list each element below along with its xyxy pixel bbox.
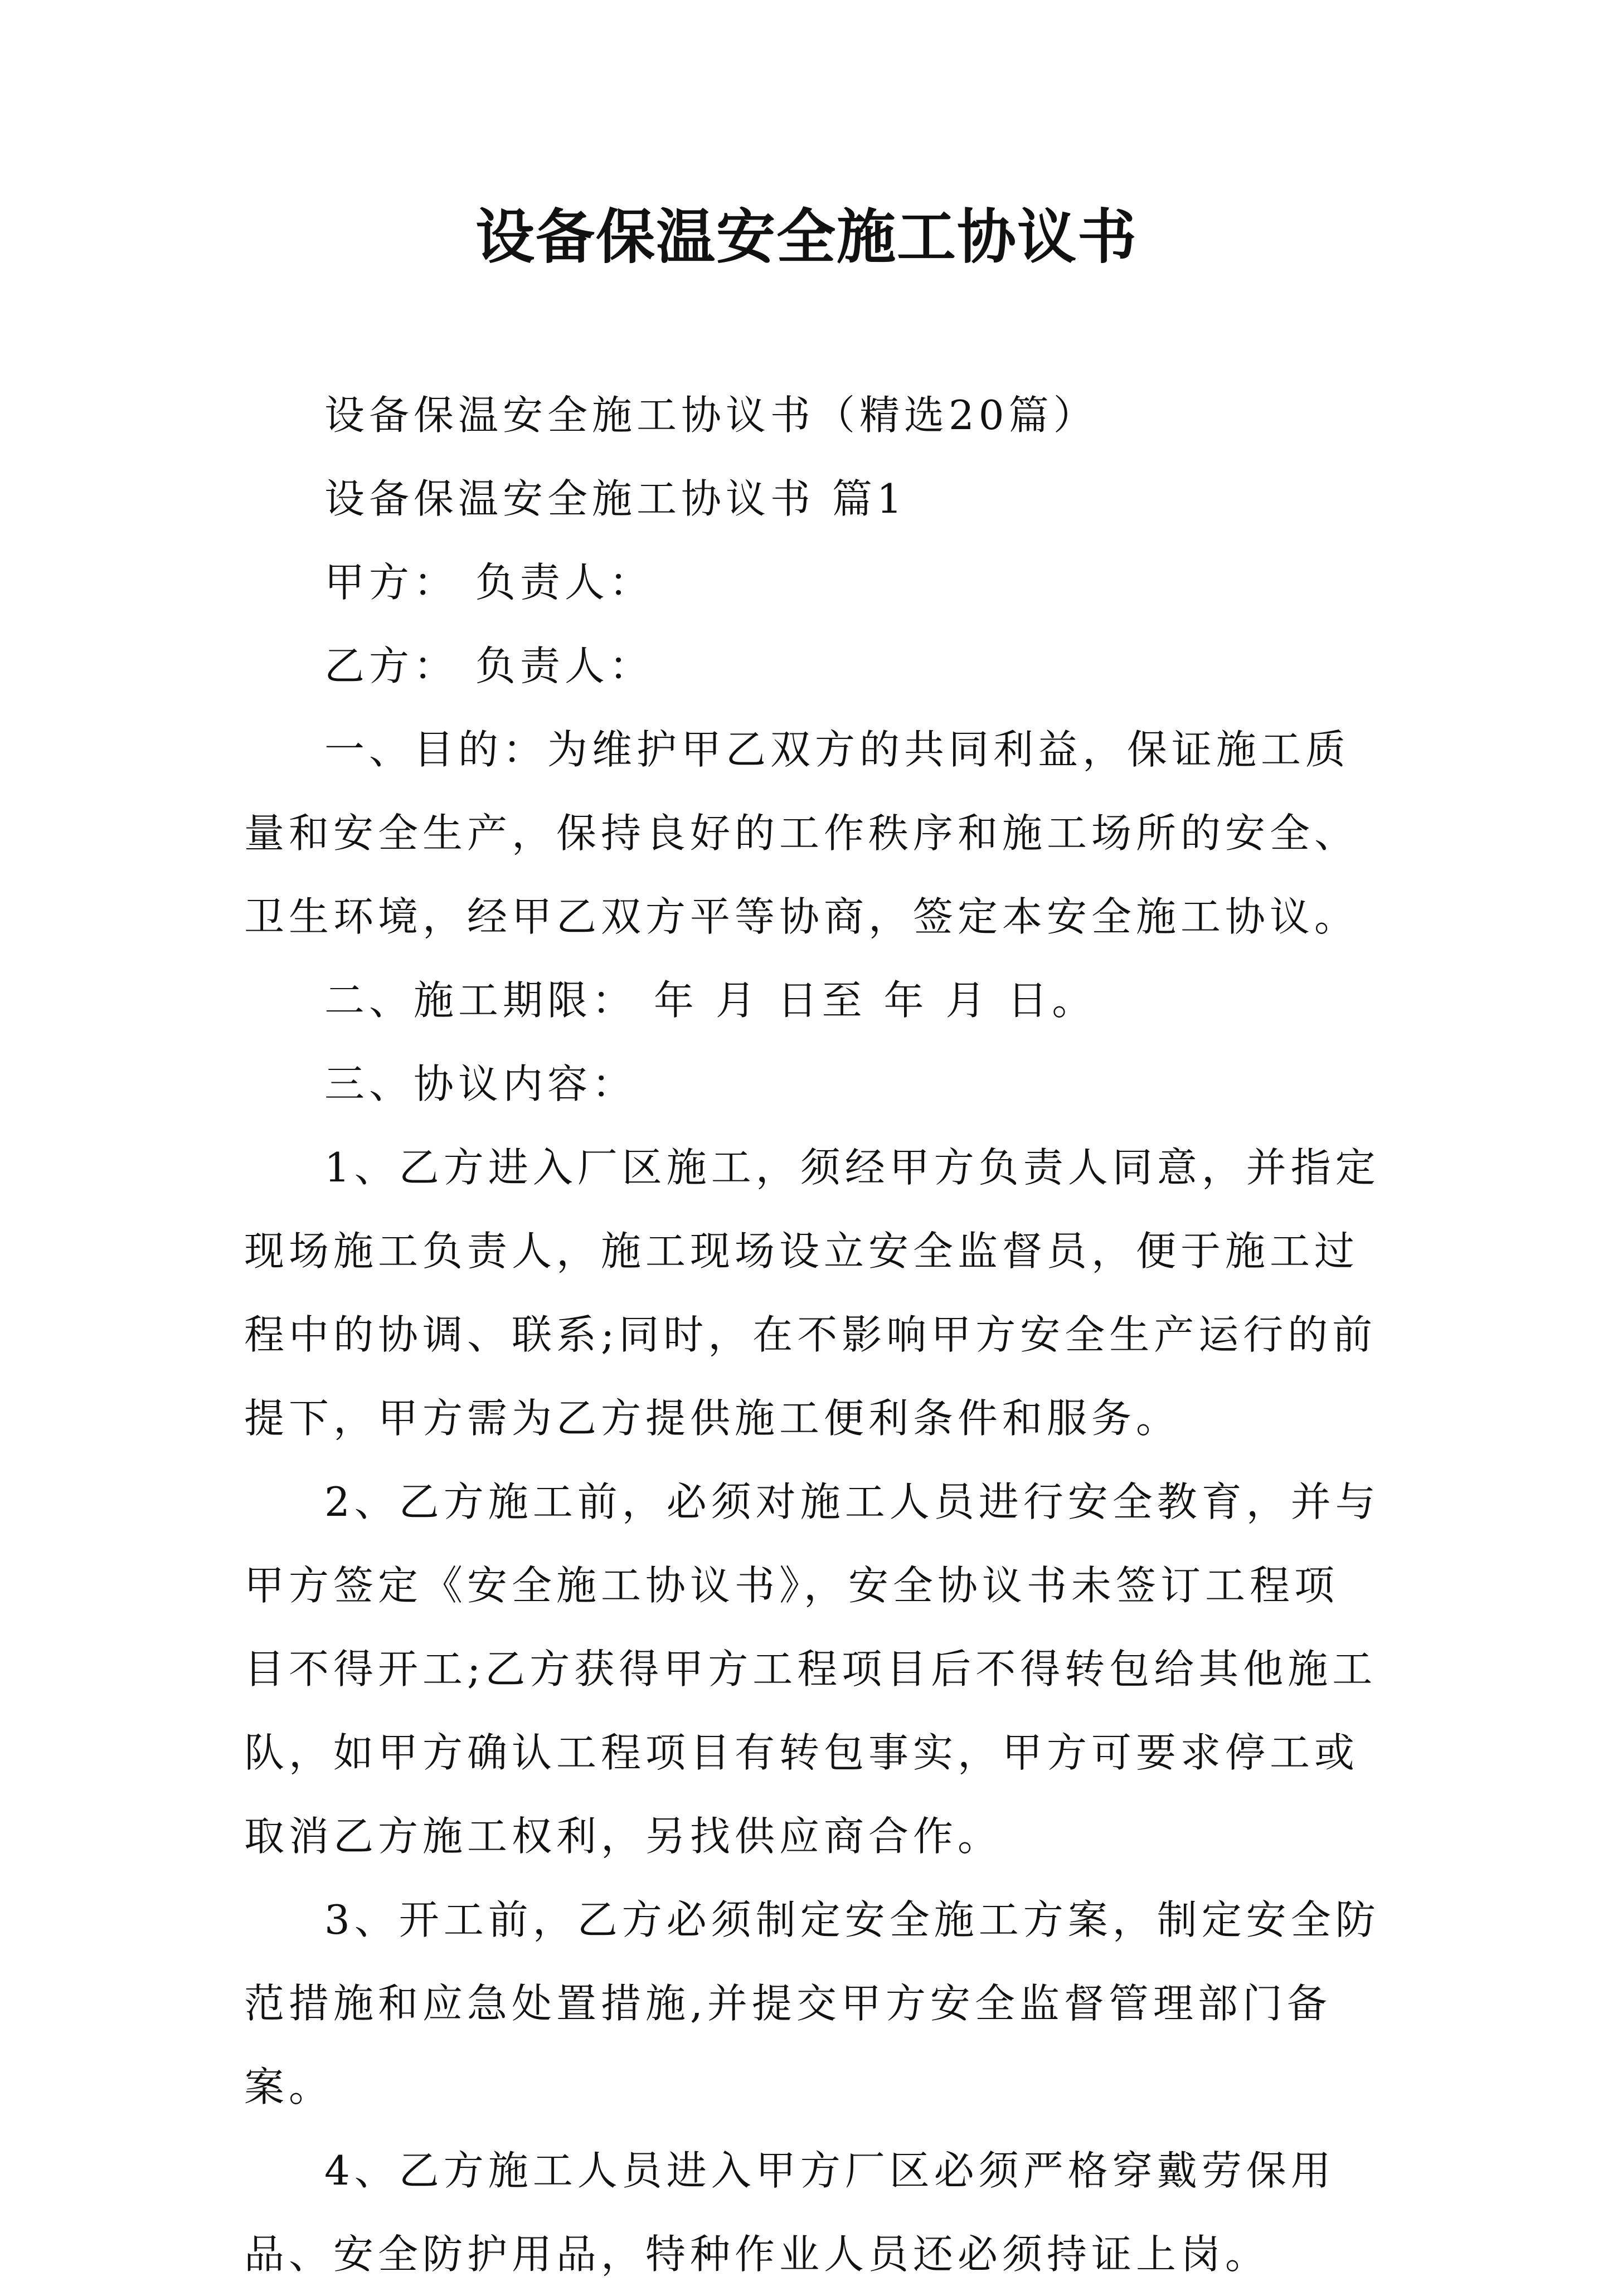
paragraph-clause-1: 1、乙方进入厂区施工，须经甲方负责人同意，并指定现场施工负责人，施工现场设立安全监督员，便于施工过程中的协调、联系;同时，在不影响甲方安全生产运行的前提下，甲方需为乙方提供施工便利条件和服务。: [244, 1144, 1380, 1442]
paragraph-clause-2: 2、乙方施工前，必须对施工人员进行安全教育，并与甲方签定《安全施工协议书》，安全协议书未签订工程项目不得开工;乙方获得甲方工程项目后不得转包给其他施工队，如甲方确认工程项目有转包事实，甲方可要求停工或取消乙方施工权利，另找供应商合作。: [244, 1478, 1380, 1860]
document-title: 设备保温安全施工协议书: [475, 202, 1138, 271]
paragraph-section-heading: 设备保温安全施工协议书 篇1: [324, 475, 907, 522]
paragraph-content-heading: 三、协议内容：: [324, 1061, 637, 1107]
paragraph-party-b: 乙方： 负责人：: [324, 643, 654, 689]
paragraph-purpose: 一、目的：为维护甲乙双方的共同利益，保证施工质量和安全生产，保持良好的工作秩序和施工场所的安全、卫生环境，经甲乙双方平等协商，签定本安全施工协议。: [244, 726, 1359, 940]
paragraph-party-a: 甲方： 负责人：: [324, 559, 654, 606]
paragraph-collection-title: 设备保温安全施工协议书（精选20篇）: [324, 392, 1098, 439]
paragraph-clause-4: 4、乙方施工人员进入甲方厂区必须严格穿戴劳保用品、安全防护用品，特种作业人员还必须持证上岗。: [244, 2147, 1335, 2278]
document-body: [244, 373, 1381, 2296]
paragraph-clause-3: 3、开工前，乙方必须制定安全施工方案，制定安全防范措施和应急处置措施,并提交甲方安全监督管理部门备案。: [244, 1896, 1380, 2110]
paragraph-term: 二、施工期限： 年 月 日至 年 月 日。: [324, 977, 1097, 1024]
